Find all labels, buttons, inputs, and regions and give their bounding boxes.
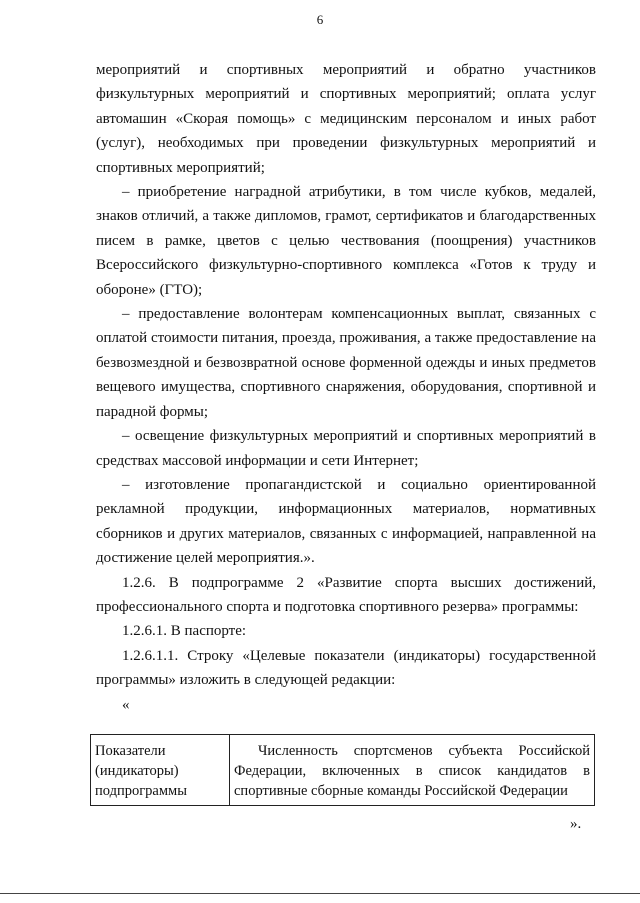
paragraph: – предоставление волонтерам компенсационных выплат, связанных с оплатой стоимости питания, проезда, проживания, а также предоставление на безвозмездной и безвозвратной основе форменной одежды и иных предметов вещевого имущества, спортивного снаряжения, оборудования, спортивной и парадной формы; — [96, 306, 596, 420]
open-quote: « — [122, 696, 130, 713]
paragraph: – освещение физкультурных мероприятий и спортивных мероприятий в средствах массовой информации и сети Интернет; — [96, 428, 596, 469]
indicator-label-cell: Показатели (индикаторы) подпрограммы — [91, 735, 230, 806]
paragraph: – приобретение наградной атрибутики, в том числе кубков, медалей, знаков отличий, а также дипломов, грамот, сертификатов и благодарственных писем в рамке, цветов с целью чествования (поощрения) участников Всероссийского физкультурно-спортивного комплекса «Готов к труду и обороне» (ГТО); — [96, 184, 596, 298]
indicators-table — [90, 734, 595, 806]
paragraph: 1.2.6.1.1. Строку «Целевые показатели (индикаторы) государственной программы» изложить в следующей редакции: — [96, 647, 596, 689]
paragraph: мероприятий и спортивных мероприятий и обратно участников физкультурных мероприятий и спортивных мероприятий; оплата услуг автомашин «Скорая помощь» с медицинским персоналом и иных работ (услуг), необходимых при проведении физкультурных мероприятий и спортивных мероприятий; — [96, 62, 596, 176]
paragraph: 1.2.6.1. В паспорте: — [122, 623, 247, 640]
close-quote: ». — [570, 816, 582, 832]
indicator-value-cell: Численность спортсменов субъекта Российской Федерации, включенных в список кандидатов в спортивные сборные команды Российской Федерации — [230, 735, 595, 806]
paragraph: 1.2.6. В подпрограмме 2 «Развитие спорта высших достижений, профессионального спорта и подготовка спортивного резерва» программы: — [96, 574, 596, 615]
document-body — [96, 58, 596, 717]
page-bottom-divider — [0, 893, 640, 894]
paragraph: – изготовление пропагандистской и социально ориентированной рекламной продукции, информационных материалов, нормативных сборников и других материалов, связанных с информацией, направленной на достижение целей мероприятия.». — [96, 476, 596, 567]
page-number: 6 — [316, 12, 324, 27]
table-row — [91, 735, 595, 806]
